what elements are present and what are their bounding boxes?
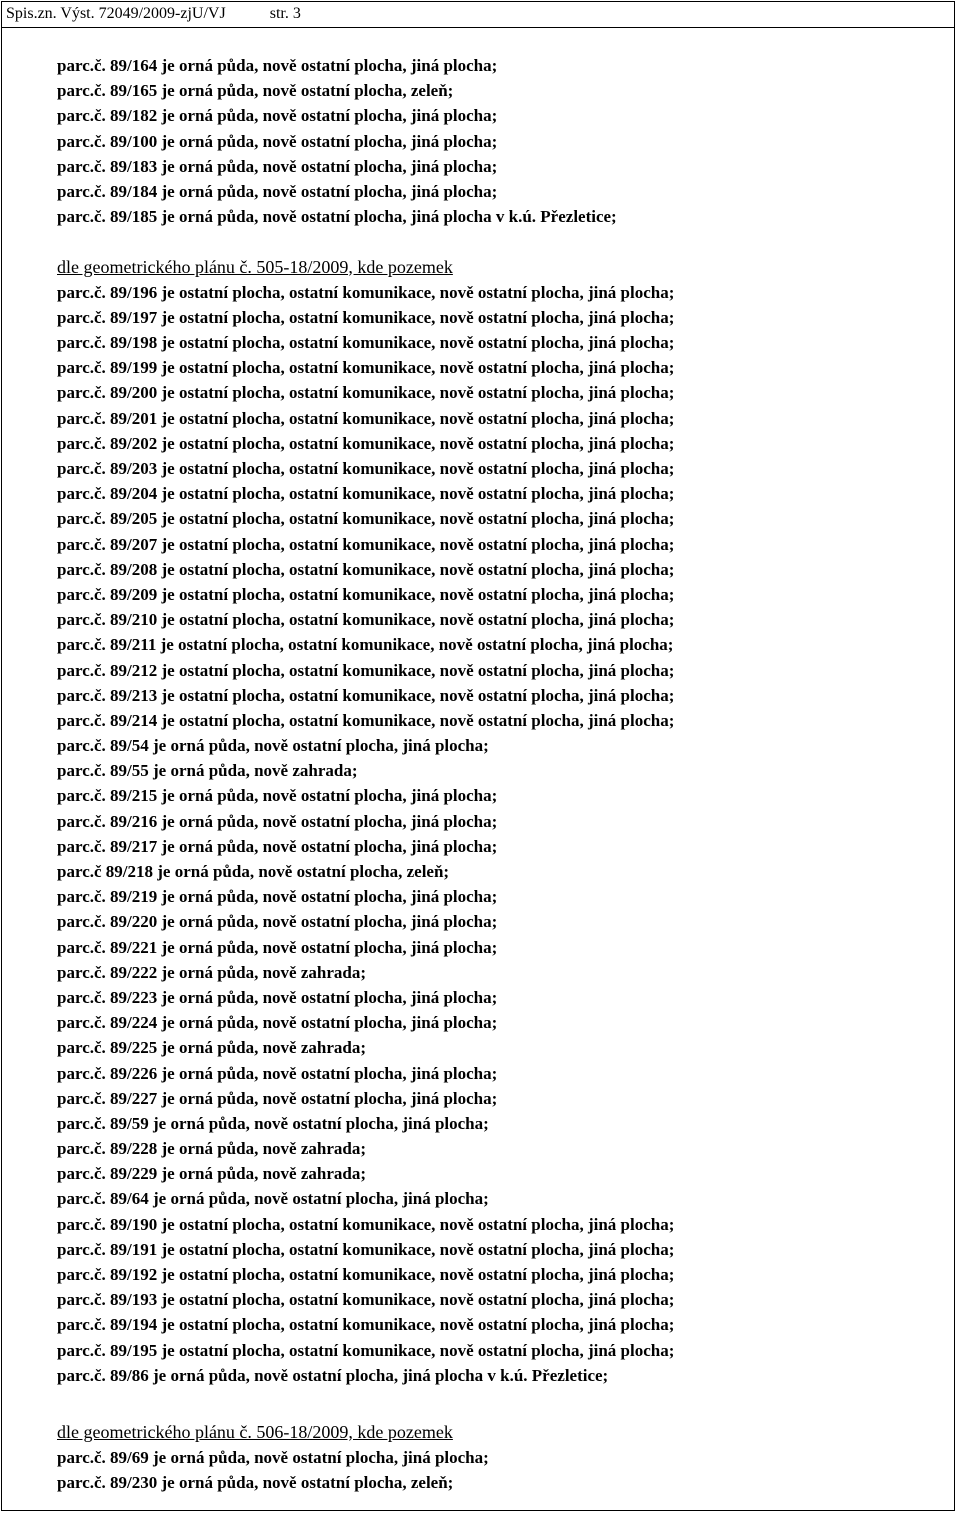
parcel-line: parc.č. 89/200 je ostatní plocha, ostatní komunikace, nově ostatní plocha, jiná plocha; [57, 383, 675, 403]
parcel-line: parc.č. 89/165 je orná půda, nově ostatní plocha, zeleň; [57, 81, 454, 101]
file-reference: Spis.zn. Výst. 72049/2009-zjU/VJ [6, 5, 226, 22]
parcel-line: parc.č. 89/230 je orná půda, nově ostatní plocha, zeleň; [57, 1473, 454, 1493]
parcel-line: parc.č. 89/185 je orná půda, nově ostatní plocha, jiná plocha v k.ú. Přezletice; [57, 207, 617, 227]
parcel-line: parc.č. 89/55 je orná půda, nově zahrada; [57, 761, 358, 781]
parcel-line: parc.č. 89/223 je orná půda, nově ostatní plocha, jiná plocha; [57, 987, 498, 1007]
document-body [57, 53, 947, 1496]
parcel-line: parc.č. 89/64 je orná půda, nově ostatní plocha, jiná plocha; [57, 1189, 489, 1209]
spacer [57, 1388, 947, 1420]
parcel-line: parc.č. 89/198 je ostatní plocha, ostatní komunikace, nově ostatní plocha, jiná plocha; [57, 333, 675, 353]
parcel-line: parc.č. 89/210 je ostatní plocha, ostatní komunikace, nově ostatní plocha, jiná plocha; [57, 610, 675, 630]
parcel-line: parc.č. 89/208 je ostatní plocha, ostatní komunikace, nově ostatní plocha, jiná plocha; [57, 559, 675, 579]
parcel-line: parc.č. 89/229 je orná půda, nově zahrada; [57, 1164, 366, 1184]
parcel-line: parc.č. 89/214 je ostatní plocha, ostatní komunikace, nově ostatní plocha, jiná plocha; [57, 710, 675, 730]
parcel-list-section-505 [57, 255, 947, 1388]
parcel-line: parc.č. 89/86 je orná půda, nově ostatní plocha, jiná plocha v k.ú. Přezletice; [57, 1365, 609, 1385]
parcel-line: parc.č. 89/207 je ostatní plocha, ostatní komunikace, nově ostatní plocha, jiná plocha; [57, 534, 675, 554]
parcel-line: parc.č. 89/190 je ostatní plocha, ostatní komunikace, nově ostatní plocha, jiná plocha; [57, 1214, 675, 1234]
parcel-line: parc.č. 89/197 je ostatní plocha, ostatní komunikace, nově ostatní plocha, jiná plocha; [57, 307, 675, 327]
parcel-line: parc.č. 89/219 je orná půda, nově ostatní plocha, jiná plocha; [57, 887, 498, 907]
parcel-list-block-1 [57, 53, 947, 229]
parcel-line: parc.č. 89/221 je orná půda, nově ostatní plocha, jiná plocha; [57, 937, 498, 957]
parcel-line: parc.č. 89/69 je orná půda, nově ostatní plocha, jiná plocha; [57, 1448, 489, 1468]
parcel-line: parc.č. 89/193 je ostatní plocha, ostatní komunikace, nově ostatní plocha, jiná plocha; [57, 1290, 675, 1310]
section-heading: dle geometrického plánu č. 506-18/2009, kde pozemek [57, 1421, 453, 1442]
parcel-list-section-506 [57, 1420, 947, 1496]
parcel-line: parc.č. 89/203 je ostatní plocha, ostatní komunikace, nově ostatní plocha, jiná plocha; [57, 459, 675, 478]
parcel-line: parc.č. 89/215 je orná půda, nově ostatní plocha, jiná plocha; [57, 786, 498, 806]
parcel-line: parc.č. 89/225 je orná půda, nově zahrada; [57, 1038, 366, 1058]
parcel-line: parc.č. 89/205 je ostatní plocha, ostatní komunikace, nově ostatní plocha, jiná plocha; [57, 509, 675, 529]
parcel-line: parc.č. 89/213 je ostatní plocha, ostatní komunikace, nově ostatní plocha, jiná plocha; [57, 685, 675, 705]
parcel-line: parc.č. 89/204 je ostatní plocha, ostatní komunikace, nově ostatní plocha, jiná plocha; [57, 484, 675, 504]
parcel-line: parc.č. 89/59 je orná půda, nově ostatní plocha, jiná plocha; [57, 1113, 489, 1133]
parcel-line: parc.č. 89/184 je orná půda, nově ostatní plocha, jiná plocha; [57, 181, 498, 201]
parcel-line: parc.č 89/218 je orná půda, nově ostatní plocha, zeleň; [57, 862, 450, 881]
parcel-line: parc.č. 89/211 je ostatní plocha, ostatní komunikace, nově ostatní plocha, jiná plocha; [57, 635, 674, 655]
parcel-line: parc.č. 89/222 je orná půda, nově zahrada; [57, 962, 366, 982]
parcel-line: parc.č. 89/194 je ostatní plocha, ostatní komunikace, nově ostatní plocha, jiná plocha; [57, 1315, 675, 1335]
section-heading: dle geometrického plánu č. 505-18/2009, kde pozemek [57, 256, 453, 277]
parcel-line: parc.č. 89/196 je ostatní plocha, ostatní komunikace, nově ostatní plocha, jiná plocha; [57, 282, 675, 302]
page-header [6, 5, 301, 23]
parcel-line: parc.č. 89/191 je ostatní plocha, ostatní komunikace, nově ostatní plocha, jiná plocha; [57, 1239, 675, 1259]
parcel-line: parc.č. 89/227 je orná půda, nově ostatní plocha, jiná plocha; [57, 1088, 498, 1108]
spacer [57, 229, 947, 254]
parcel-line: parc.č. 89/220 je orná půda, nově ostatní plocha, jiná plocha; [57, 912, 498, 932]
parcel-line: parc.č. 89/216 je orná půda, nově ostatní plocha, jiná plocha; [57, 811, 498, 831]
parcel-line: parc.č. 89/217 je orná půda, nově ostatní plocha, jiná plocha; [57, 836, 498, 856]
parcel-line: parc.č. 89/100 je orná půda, nově ostatní plocha, jiná plocha; [57, 131, 498, 151]
parcel-line: parc.č. 89/212 je ostatní plocha, ostatní komunikace, nově ostatní plocha, jiná plocha; [57, 660, 675, 680]
parcel-line: parc.č. 89/224 je orná půda, nově ostatní plocha, jiná plocha; [57, 1013, 498, 1033]
parcel-line: parc.č. 89/54 je orná půda, nově ostatní plocha, jiná plocha; [57, 736, 489, 756]
parcel-line: parc.č. 89/199 je ostatní plocha, ostatní komunikace, nově ostatní plocha, jiná plocha; [57, 358, 675, 378]
parcel-line: parc.č. 89/164 je orná půda, nově ostatní plocha, jiná plocha; [57, 56, 498, 75]
parcel-line: parc.č. 89/195 je ostatní plocha, ostatní komunikace, nově ostatní plocha, jiná plocha; [57, 1340, 675, 1360]
parcel-line: parc.č. 89/202 je ostatní plocha, ostatní komunikace, nově ostatní plocha, jiná plocha; [57, 433, 675, 453]
parcel-line: parc.č. 89/192 je ostatní plocha, ostatní komunikace, nově ostatní plocha, jiná plocha; [57, 1265, 675, 1284]
parcel-line: parc.č. 89/209 je ostatní plocha, ostatní komunikace, nově ostatní plocha, jiná plocha; [57, 584, 675, 604]
header-divider [1, 27, 955, 28]
page-number: str. 3 [269, 5, 301, 22]
parcel-line: parc.č. 89/201 je ostatní plocha, ostatní komunikace, nově ostatní plocha, jiná plocha; [57, 408, 675, 428]
parcel-line: parc.č. 89/182 je orná půda, nově ostatní plocha, jiná plocha; [57, 106, 498, 126]
parcel-line: parc.č. 89/183 je orná půda, nově ostatní plocha, jiná plocha; [57, 156, 498, 176]
parcel-line: parc.č. 89/228 je orná půda, nově zahrada; [57, 1139, 366, 1159]
parcel-line: parc.č. 89/226 je orná půda, nově ostatní plocha, jiná plocha; [57, 1063, 498, 1083]
